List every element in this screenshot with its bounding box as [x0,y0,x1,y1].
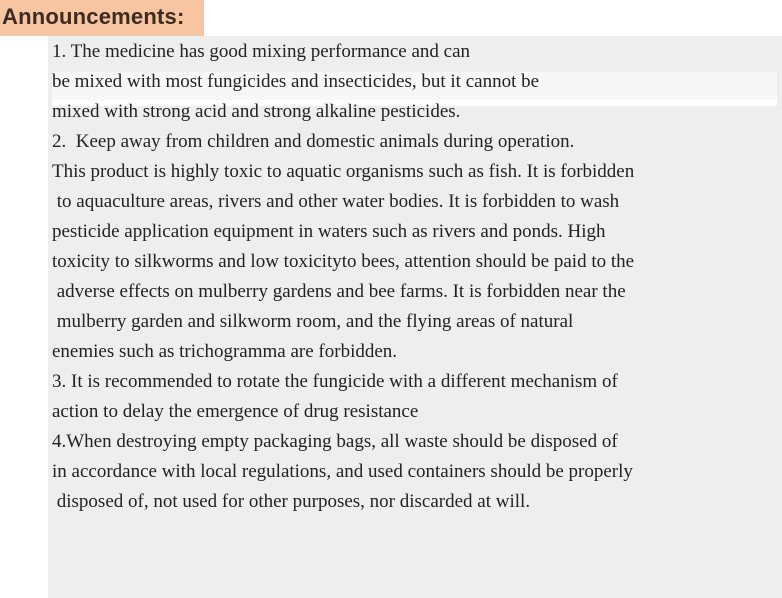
text-line: mulberry garden and silkworm room, and the flying areas of natural [52,311,574,332]
text-line: This product is highly toxic to aquatic organisms such as fish. It is forbidden [52,161,635,182]
announcements-text [52,37,780,517]
text-line: 3. It is recommended to rotate the fungicide with a different mechanism of [52,371,618,392]
text-line: in accordance with local regulations, and used containers should be properly [52,461,633,482]
text-line: 1. The medicine has good mixing performance and can [52,41,471,62]
text-line: to aquaculture areas, rivers and other water bodies. It is forbidden to wash [52,191,620,212]
text-line: be mixed with most fungicides and insecticides, but it cannot be [52,71,540,92]
text-line: pesticide application equipment in waters such as rivers and ponds. High [52,221,606,242]
text-line: 4.When destroying empty packaging bags, all waste should be disposed of [52,431,618,452]
announcements-heading: Announcements: [0,0,204,36]
text-line: disposed of, not used for other purposes, nor discarded at will. [52,491,531,512]
text-line: action to delay the emergence of drug resistance [52,401,419,422]
text-line: mixed with strong acid and strong alkaline pesticides. [52,101,461,122]
text-line: enemies such as trichogramma are forbidden. [52,341,398,362]
text-line: toxicity to silkworms and low toxicityto bees, attention should be paid to the [52,251,635,272]
text-line: 2. Keep away from children and domestic animals during operation. [52,131,575,152]
text-line: adverse effects on mulberry gardens and bee farms. It is forbidden near the [52,281,626,302]
